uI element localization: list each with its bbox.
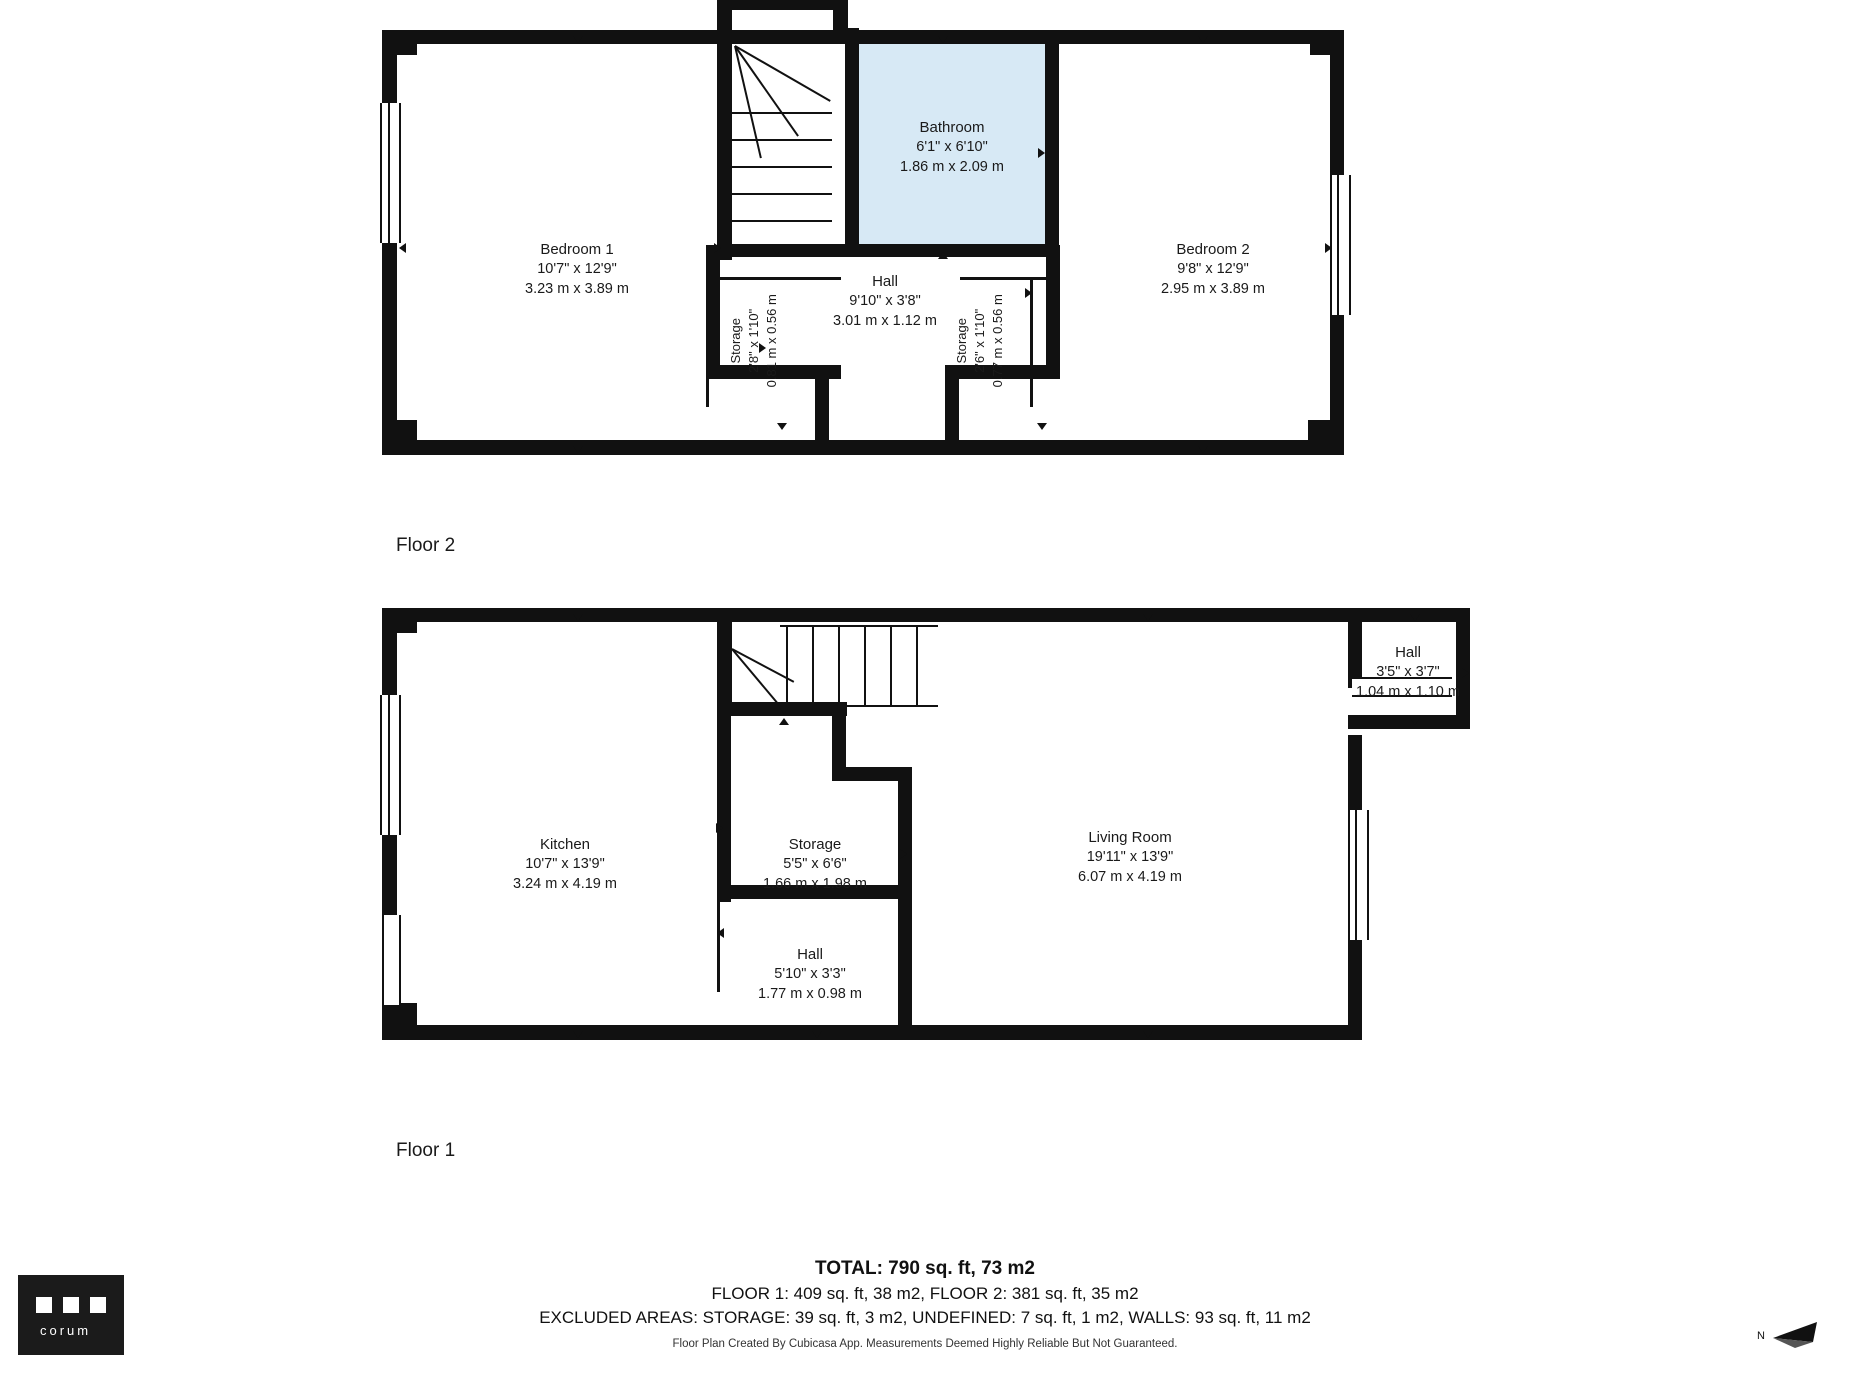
door-arrow	[573, 446, 583, 453]
room-label-bedroom-1	[452, 240, 702, 299]
door-arrow	[938, 36, 948, 43]
room-dim-metric: 1.04 m x 1.10 m	[1356, 683, 1460, 700]
floor-2-title: Floor 2	[396, 535, 456, 556]
logo-square	[63, 1297, 79, 1313]
compass-label: N	[1757, 1330, 1765, 1342]
stair-step	[732, 139, 832, 141]
floor-1-title: Floor 1	[396, 1140, 456, 1161]
room-name: Bedroom 2	[1176, 241, 1250, 258]
stair-step	[890, 625, 892, 705]
stair-edge-top	[780, 625, 938, 627]
room-dim-imperial: 2'6" x 1'10"	[972, 308, 988, 373]
room-dim-metric: 0.81 m x 0.56 m	[764, 294, 780, 388]
wall-left-notch	[382, 30, 417, 55]
room-dim-metric: 1.77 m x 0.98 m	[758, 985, 862, 1002]
door-arrow	[938, 252, 948, 259]
room-dim-metric: 1.66 m x 1.98 m	[763, 875, 867, 892]
room-dim-metric: 2.95 m x 3.89 m	[1161, 280, 1265, 297]
room-dim-metric: 3.23 m x 3.89 m	[525, 280, 629, 297]
compass	[1757, 1318, 1827, 1354]
room-dim-imperial: 19'11" x 13'9"	[1086, 849, 1174, 866]
door-arrow	[1025, 288, 1032, 298]
wall-bed1-divider	[706, 245, 720, 375]
room-dim-imperial: 10'7" x 12'9"	[537, 261, 617, 278]
room-dim-metric: 3.24 m x 4.19 m	[513, 875, 617, 892]
floor-2-plan	[0, 0, 1850, 520]
room-name: Storage	[954, 318, 970, 364]
wall-stair-top	[717, 0, 848, 10]
door-arrow	[1410, 718, 1420, 725]
door-arrow	[1198, 36, 1208, 43]
wall-stair-left	[717, 608, 732, 713]
stair-step	[732, 166, 832, 168]
room-label-living-room	[1005, 828, 1255, 887]
wall-left-notch-bottom	[382, 420, 417, 455]
room-dim-imperial: 10'7" x 13'9"	[525, 856, 605, 873]
wall-stair-left	[717, 0, 732, 260]
floor-1-plan	[0, 585, 1850, 1065]
window-kitchen-bottom-left	[382, 915, 401, 1005]
door-arrow	[1410, 614, 1420, 621]
door-arrow	[777, 423, 787, 430]
excluded-areas: EXCLUDED AREAS: STORAGE: 39 sq. ft, 3 m2, UNDEFINED: 7 sq. ft, 1 m2, WALLS: 93 sq. ft, 11 m2	[539, 1308, 1311, 1327]
room-label-storage-right	[953, 281, 971, 401]
door-arrow	[573, 1031, 583, 1038]
room-dim-metric: 0.77 m x 0.56 m	[990, 294, 1006, 388]
room-name: Storage	[788, 836, 842, 853]
stair-step	[812, 625, 814, 705]
room-dim-imperial: 6'1" x 6'10"	[916, 139, 988, 156]
stair-diagonal	[732, 648, 795, 683]
window-kitchen-line	[388, 695, 390, 835]
door-arrow	[399, 243, 406, 253]
room-dim-storage-right-metric	[989, 281, 1007, 401]
wall-bed2-divider	[1046, 245, 1060, 375]
stair-direction-arrow-up	[779, 718, 789, 725]
room-dim-imperial: 2'8" x 1'10"	[746, 308, 762, 373]
window-living-room	[1348, 810, 1369, 940]
logo-square	[36, 1297, 52, 1313]
door-arrow	[1037, 423, 1047, 430]
room-label-storage-floor1	[690, 835, 940, 894]
stair-direction-arrow	[779, 707, 789, 714]
room-name: Living Room	[1088, 829, 1172, 846]
room-name: Hall	[872, 273, 898, 290]
wall-vestibule-top	[1348, 608, 1470, 622]
door-arrow	[714, 243, 721, 253]
room-name: Hall	[797, 946, 823, 963]
room-label-kitchen-text	[440, 835, 690, 894]
floor-areas: FLOOR 1: 409 sq. ft, 38 m2, FLOOR 2: 381 sq. ft, 35 m2	[711, 1284, 1139, 1303]
door-arrow	[812, 1031, 822, 1038]
window-living-room-line	[1355, 810, 1357, 940]
stair-step	[732, 193, 832, 195]
wall-bath-bottom	[717, 244, 1059, 257]
stair-step	[916, 625, 918, 705]
room-dim-imperial: 3'5" x 3'7"	[1376, 664, 1440, 681]
stair-step	[864, 625, 866, 705]
wall-left-notch-top	[382, 608, 417, 633]
stair-step	[786, 625, 788, 705]
room-dim-imperial: 9'8" x 12'9"	[1177, 261, 1249, 278]
room-name: Bathroom	[919, 119, 985, 136]
room-dim-imperial: 5'5" x 6'6"	[783, 856, 847, 873]
stair-step	[838, 625, 840, 705]
stair-step	[732, 247, 832, 249]
room-dim-imperial: 5'10" x 3'3"	[774, 966, 846, 983]
stair-direction-arrow	[772, 248, 782, 255]
area-summary	[0, 1258, 1850, 1350]
room-dim-storage-left-imperial	[745, 281, 763, 401]
room-label-hall-vestibule	[1283, 643, 1533, 702]
door-arrow	[717, 928, 724, 938]
wall-bottom	[382, 1025, 1362, 1040]
window-bedroom1-line	[388, 103, 390, 243]
room-dim-metric: 3.01 m x 1.12 m	[833, 312, 937, 329]
door-arrow	[716, 823, 723, 833]
room-dim-metric: 6.07 m x 4.19 m	[1078, 868, 1182, 885]
room-dim-metric: 1.86 m x 2.09 m	[900, 158, 1004, 175]
room-name: Kitchen	[539, 836, 591, 853]
logo-square	[90, 1297, 106, 1313]
room-dim-storage-left-metric	[763, 281, 781, 401]
wall-right-notch	[1310, 30, 1344, 55]
room-dim-storage-right-imperial	[971, 281, 989, 401]
door-arrow	[573, 36, 583, 43]
window-bedroom1	[380, 103, 401, 243]
wall-left-notch-bottom	[382, 1003, 417, 1040]
room-label-bathroom	[827, 118, 1077, 177]
room-label-storage-left	[727, 281, 745, 401]
room-label-bedroom-2	[1088, 240, 1338, 299]
wall-top	[382, 608, 1362, 622]
stair-step	[732, 220, 832, 222]
wall-stub-left	[815, 378, 829, 440]
plan-credit: Floor Plan Created By Cubicasa App. Measurements Deemed Highly Reliable But Not Guaranteed.	[672, 1338, 1178, 1350]
corum-logo	[18, 1275, 124, 1355]
door-arrow	[1198, 446, 1208, 453]
room-name: Hall	[1395, 644, 1421, 661]
stair-edge-bottom	[780, 705, 938, 707]
total-area: TOTAL: 790 sq. ft, 73 m2	[815, 1258, 1035, 1279]
room-name: Storage	[728, 318, 744, 364]
door-arrow	[573, 614, 583, 621]
compass-needle-icon	[1769, 1318, 1829, 1352]
room-name: Bedroom 1	[540, 241, 614, 258]
wall-right-notch-bottom	[1308, 420, 1344, 455]
door-arrow	[1143, 1031, 1153, 1038]
logo-text: corum	[40, 1323, 92, 1338]
room-label-hall-floor1	[685, 945, 935, 1004]
room-dim-imperial: 9'10" x 3'8"	[849, 293, 921, 310]
window-kitchen	[380, 695, 401, 835]
wall-vestibule-bottom	[1348, 715, 1470, 729]
door-arrow	[1143, 614, 1153, 621]
stair-diagonal	[735, 45, 831, 102]
